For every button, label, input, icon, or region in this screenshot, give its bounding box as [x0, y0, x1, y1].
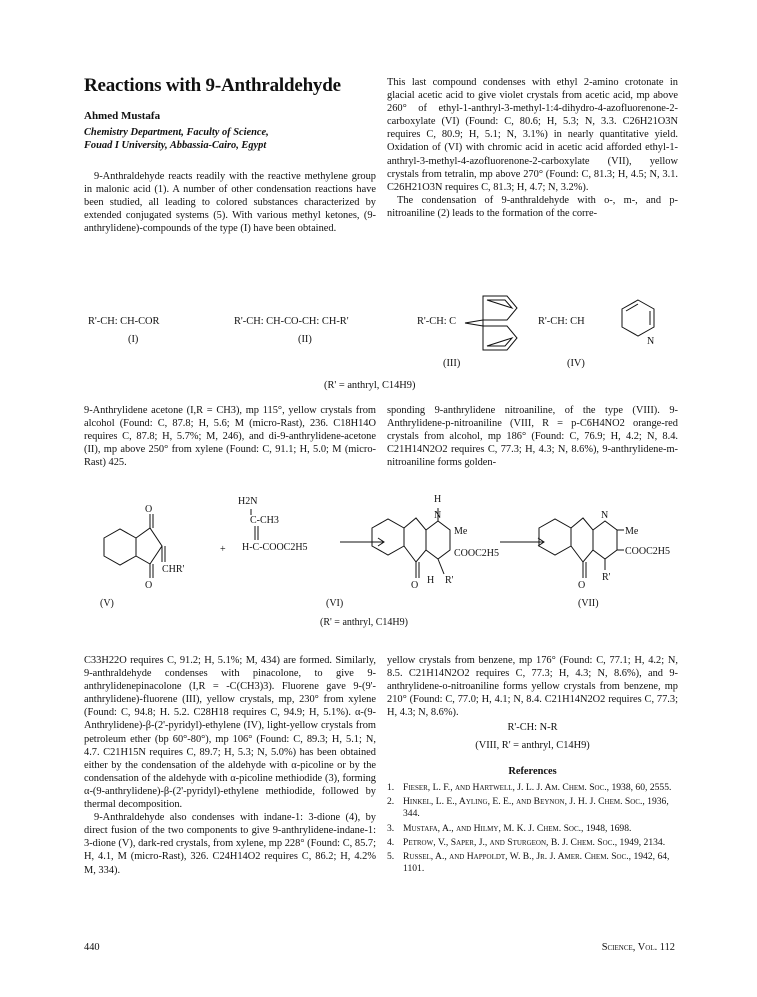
- scheme1-caption: (R' = anthryl, C14H9): [324, 380, 416, 391]
- label-II: (II): [298, 334, 312, 345]
- paragraph-azofluorenone: This last compound condenses with ethyl 2-amino crotonate in glacial acetic acid to give violet crystals from acetic acid, mp above 260° of ethyl-1-anthryl-3-methyl-1:4-dihydro-4-azofluorenone-2-carboxylate (VI) (Found: C, 80.6; H, 5.3; N, 3.3. C26H21O3N requires C, 80.9; H, 5.1; N, 3.1%) in nearly quantitative yield. Oxidation of (VI) with chromic acid in acetic acid afforded ethyl-1-anthryl-3-methyl-4-azofluorenone-2-carboxylate (VII), yellow crystals from tetralin, mp above 270° (Found: C, 81.3; H, 4.5; N, 3.1. C26H21O3N requires C, 81.3; H, 4.7; N, 3.2%).: [387, 77, 678, 193]
- middle-left-column: [84, 404, 376, 469]
- label-I: (I): [128, 334, 139, 345]
- references-heading: References: [508, 766, 557, 777]
- vi-COOC2H5: COOC2H5: [454, 548, 500, 559]
- affiliation-line-2: Fouad I University, Abbassia-Cairo, Egypt: [84, 140, 267, 152]
- formula-II: R'-CH: CH-CO-CH: CH-R': [234, 316, 349, 327]
- right-top-column: [387, 76, 678, 220]
- article-title: Reactions with 9-Anthraldehyde: [84, 75, 341, 96]
- reference-item: 1. Fieser, L. F., and Hartwell, J. L. J. Am. Chem. Soc., 1938, 60, 2555.: [387, 782, 672, 793]
- references-list: [387, 782, 678, 877]
- vii-Me: Me: [625, 526, 639, 537]
- c-ch3-label: C-CH3: [250, 515, 279, 526]
- affiliation: [84, 126, 384, 152]
- vi-H2: H: [427, 575, 435, 586]
- amine-H2N: H2N: [238, 496, 258, 507]
- vi-Me: Me: [454, 526, 468, 537]
- paragraph-fluorene: C33H22O requires C, 91.2; H, 5.1%; M, 434) are formed. Similarly, 9-anthraldehyde condenses with pinacolone, to give 9-anthrylidenepinacolone (I,R = -C(CH3)3). Fluorene gave 9-(9'-anthrylidene)-fluorene (III), yellow crystals, mp, 230° from xylene (Found: C, 94.8; H. 5.2. C28H18 requires C, 94.9; H, 5.1%). α-(9-Anthrylidene)-β-(2'-pyridyl)-ethylene (IV), light-yellow crystals from petroleum ether (bp 60°-80°), mp 106° (Found: C, 89.3; H, 5.1; N, 4.7. C21H15N requires C, 89.7; H, 5.3; N, 5.0%) has been obtained either by the condensation of the aldehyde with α-picoline or by the condensation of the aldehyde with α-picoline methiodide (3), forming α-(9-anthrylidene)-β-(2'-pyridyl)-ethylene methiodide, followed by thermal decomposition.: [84, 655, 376, 811]
- vii-N: N: [601, 510, 609, 521]
- reference-item: 5. Russel, A., and Happoldt, W. B., Jr. J. Amer. Chem. Soc., 1942, 64, 1101.: [387, 851, 670, 875]
- label-IV: (IV): [567, 358, 585, 369]
- vii-R: R': [602, 572, 611, 583]
- formula-III: R'-CH: C: [417, 316, 457, 327]
- formula-VIII-caption: (VIII, R' = anthryl, C14H9): [475, 740, 590, 751]
- paragraph-nitroaniline: sponding 9-anthrylidene nitroaniline, of the type (VIII). 9-Anthrylidene-p-nitroaniline (VIII, R = p-C6H4NO2 orange-red crystals from alcohol, mp 186° (Found: C, 76.9; H, 4.2; N, 8.4. C21H14N2O2 requires C, 77.3; H, 4.3; N, 8.6%), 9-anthrylidene-m-nitroaniline forms golden-: [387, 405, 678, 469]
- plus-sign: +: [220, 544, 226, 555]
- paragraph-indanedione: 9-Anthraldehyde also condenses with indane-1: 3-dione (4), by direct fusion of the two components to give 9-anthrylidene-indane-1: 3-dione (V), dark-red crystals, from xylene, mp 228° (Found: C, 85.7; H, 4.1, M (micro-Rast), 326. C24H14O2 requires C, 86.2; H, 4.2% M, 334).: [84, 812, 376, 876]
- paragraph-acetone: 9-Anthrylidene acetone (I,R = CH3), mp 115°, yellow crystals from alcohol (Found: C, 87.8; H, 5.6; M (micro-Rast), 236. C18H14O requires C, 87.8; H, 5.7%; M, 246), and di-9-anthrylidene-acetone (II), mp above 250° from xylene (Found: C, 91.1; H, 5.0; M (micro-Rast) 425.: [84, 405, 376, 469]
- v-top-O: O: [145, 504, 153, 515]
- label-III: (III): [443, 358, 461, 369]
- intro-paragraph: 9-Anthraldehyde reacts readily with the reactive methylene group in malonic acid (1). A number of other condensation reactions have been studied, all leading to colored substances characterized by extended conjugated systems (5). With various methyl ketones, (9-anthrylidene)-compounds of the type (I) have been obtained.: [84, 171, 376, 235]
- author-name: Ahmed Mustafa: [84, 110, 161, 122]
- journal-name: Science, Vol. 112: [601, 942, 675, 953]
- vii-O: O: [578, 580, 586, 591]
- reaction-scheme: [84, 488, 684, 638]
- h-c-cooc2h5-label: H-C-COOC2H5: [242, 542, 308, 553]
- paragraph-nitroaniline-intro: The condensation of 9-anthraldehyde with o-, m-, and p-nitroaniline (2) leads to the formation of the corre-: [387, 194, 678, 219]
- reference-item: 2. Hinkel, L. E., Ayling, E. E., and Beynon, J. H. J. Chem. Soc., 1936, 344.: [387, 796, 669, 820]
- v-CHR: CHR': [162, 564, 185, 575]
- v-bottom-O: O: [145, 580, 153, 591]
- vi-O: O: [411, 580, 419, 591]
- label-VI: (VI): [326, 598, 344, 609]
- fluorene-structure: [455, 292, 529, 356]
- formula-I: R'-CH: CH-COR: [88, 316, 160, 327]
- label-VII: (VII): [578, 598, 599, 609]
- reference-item: 4. Petrow, V., Saper, J., and Sturgeon, B. J. Chem. Soc., 1949, 2134.: [387, 836, 666, 848]
- middle-right-column: [387, 404, 678, 469]
- vi-H: H: [434, 494, 442, 505]
- reference-item: 3. Mustafa, A., and Hilmy, M. K. J. Chem. Soc., 1948, 1698.: [387, 822, 632, 834]
- paragraph-o-nitroaniline: yellow crystals from benzene, mp 176° (Found: C, 77.1; H, 4.2; N, 8.5. C21H14N2O2 requires C, 77.3; H, 4.3; N, 8.6%), and 9-anthrylidene-o-nitroaniline forms yellow crystals from benzene, mp 210° (Found: C, 77.0; H, 4.1; N, 8.4. C21H14N2O2 requires C, 77.3; H, 4.3; N, 8.6%).: [387, 655, 678, 719]
- formula-VIII: R'-CH: N-R: [507, 722, 558, 733]
- pyridine-N: N: [647, 336, 655, 346]
- scheme2-caption: (R' = anthryl, C14H9): [320, 617, 408, 628]
- affiliation-line-1: Chemistry Department, Faculty of Science,: [84, 127, 269, 138]
- page-number: 440: [84, 942, 100, 953]
- bottom-right-column: [387, 654, 678, 719]
- bottom-left-column: [84, 654, 376, 877]
- intro-column: [84, 170, 376, 235]
- vii-COOC2H5: COOC2H5: [625, 546, 671, 557]
- vi-R: R': [445, 575, 454, 586]
- vi-N: N: [434, 510, 442, 521]
- pyridine-ring: [618, 298, 658, 346]
- label-V: (V): [100, 598, 114, 609]
- formula-IV: R'-CH: CH: [538, 316, 585, 327]
